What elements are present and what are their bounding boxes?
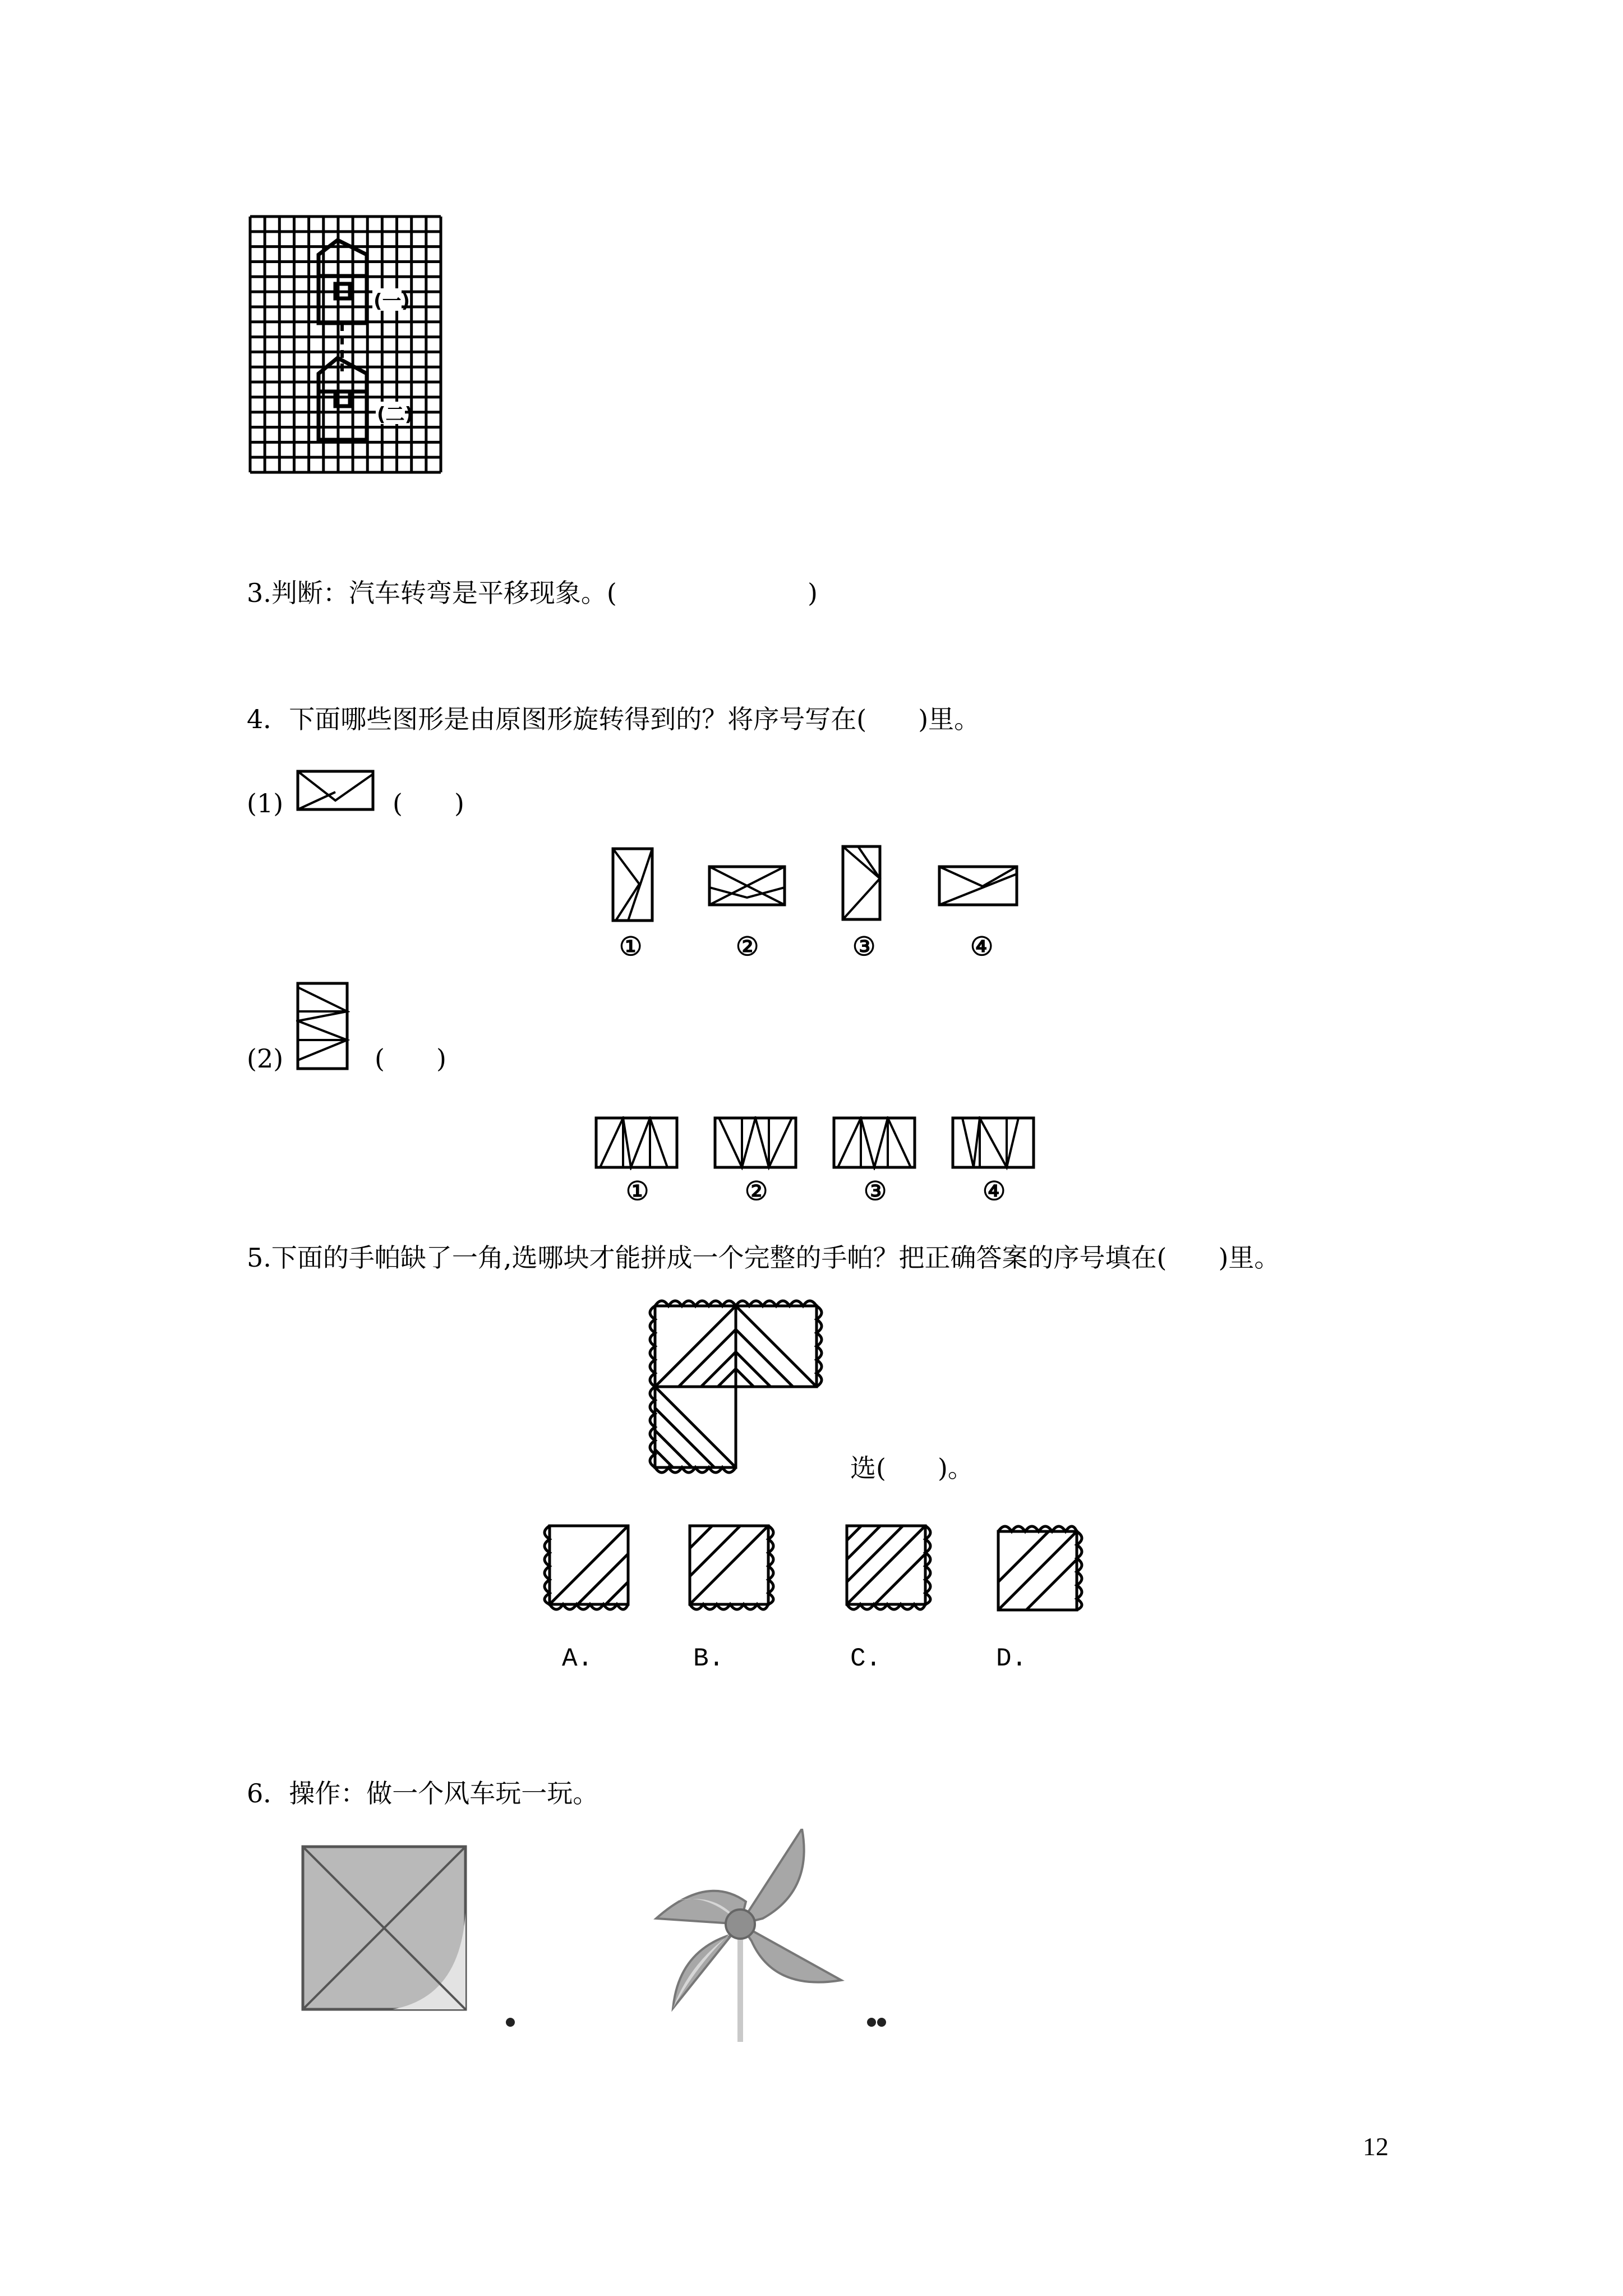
q3-close-paren: )	[808, 578, 818, 608]
q5-option-a	[533, 1520, 634, 1621]
q4-part2-blank[interactable]: ( )	[375, 1043, 446, 1074]
q6-text: 6．操作：做一个风车玩一玩。	[247, 1778, 599, 1809]
q4-part2-original-shape	[296, 982, 350, 1071]
q4-part1-label: (1)	[247, 788, 284, 818]
house-label-2: (二)	[377, 403, 414, 426]
q5-label-d: D.	[996, 1644, 1027, 1673]
q5-label-a: A.	[562, 1644, 593, 1673]
q4-part1-options	[606, 841, 1032, 970]
q3-text: 3.判断：汽车转弯是平移现象。(	[247, 578, 617, 608]
q5-text: 5.下面的手帕缺了一角,选哪块才能拼成一个完整的手帕？把正确答案的序号填在( )里。	[247, 1243, 1280, 1273]
house-translation-grid	[247, 213, 460, 482]
q5-option-c	[841, 1520, 942, 1621]
q5-option-b	[684, 1520, 785, 1621]
q4-part2-label: (2)	[247, 1043, 284, 1074]
q4-p2-label-4: ④	[983, 1177, 1006, 1205]
q4-p1-label-2: ②	[736, 932, 759, 961]
q4-p1-option-4	[938, 865, 1020, 908]
q4-p2-label-2: ②	[745, 1177, 768, 1205]
q4-p1-label-1: ①	[619, 932, 643, 961]
page-number: 12	[1363, 2132, 1389, 2161]
q4-part1-blank[interactable]: ( )	[393, 788, 464, 818]
q4-part1-original-shape	[296, 770, 375, 812]
q4-part2-options	[594, 1116, 1054, 1217]
q4-p1-option-2	[708, 865, 787, 908]
q4-p1-option-1	[611, 847, 656, 923]
q4-p2-option-2	[713, 1116, 799, 1170]
house-label-1: (一)	[374, 290, 411, 312]
q4-text: 4．下面哪些图形是由原图形旋转得到的？将序号写在( )里。	[247, 704, 980, 734]
q5-label-c: C.	[850, 1644, 882, 1673]
q5-label-b: B.	[693, 1644, 725, 1673]
q5-handkerchief-incomplete	[645, 1296, 824, 1475]
q5-options	[527, 1515, 1110, 1683]
q4-p2-option-3	[832, 1116, 917, 1170]
q5-select-text: 选( )。	[850, 1453, 974, 1483]
q6-pinwheel-figure	[247, 1829, 909, 2042]
q4-p2-label-1: ①	[626, 1177, 649, 1205]
q4-p1-label-4: ④	[970, 932, 994, 961]
house-1	[319, 240, 367, 323]
q4-p1-option-3	[841, 845, 886, 923]
q4-p2-option-1	[594, 1116, 680, 1170]
q5-option-d	[993, 1515, 1094, 1621]
q4-p1-label-3: ③	[852, 932, 876, 961]
pinwheel	[656, 1829, 841, 2042]
q4-p2-label-3: ③	[864, 1177, 887, 1205]
paper-square	[303, 1847, 465, 2009]
q4-p2-option-4	[951, 1116, 1036, 1170]
